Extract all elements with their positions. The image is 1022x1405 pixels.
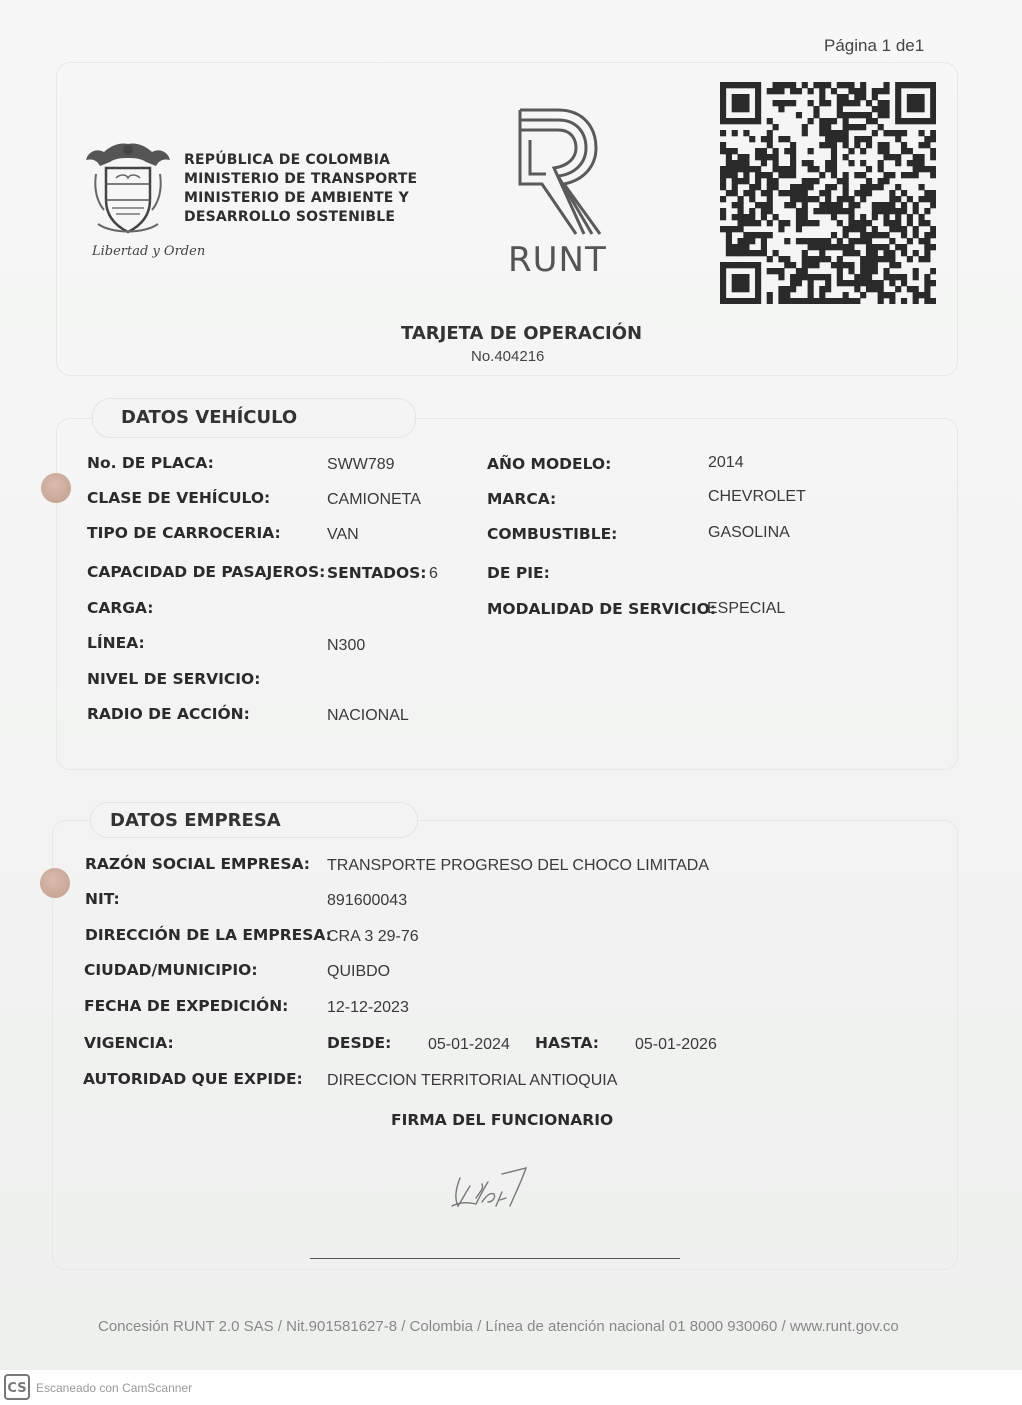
carga-label: CARGA: bbox=[87, 599, 154, 617]
hasta-value: 05-01-2026 bbox=[635, 1036, 717, 1053]
hasta-label: HASTA: bbox=[535, 1034, 599, 1052]
modalidad-label: MODALIDAD DE SERVICIO: bbox=[487, 600, 717, 618]
autoridad-label: AUTORIDAD QUE EXPIDE: bbox=[83, 1070, 303, 1088]
qr-code bbox=[720, 82, 936, 304]
autoridad-value: DIRECCION TERRITORIAL ANTIOQUIA bbox=[327, 1072, 618, 1089]
radio-value: NACIONAL bbox=[327, 707, 409, 724]
direccion-value: CRA 3 29-76 bbox=[327, 928, 419, 945]
signature-line bbox=[310, 1258, 680, 1259]
linea-value: N300 bbox=[327, 637, 366, 654]
depie-label: DE PIE: bbox=[487, 564, 550, 582]
punch-hole-top bbox=[41, 473, 71, 503]
nivel-label: NIVEL DE SERVICIO: bbox=[87, 670, 261, 688]
razon-value: TRANSPORTE PROGRESO DEL CHOCO LIMITADA bbox=[327, 857, 709, 874]
gov-line-4: DESARROLLO SOSTENIBLE bbox=[184, 209, 396, 225]
firma-label: FIRMA DEL FUNCIONARIO bbox=[391, 1111, 614, 1129]
modelo-label: AÑO MODELO: bbox=[487, 455, 612, 473]
document-title: TARJETA DE OPERACIÓN bbox=[401, 323, 643, 344]
punch-hole-bottom bbox=[40, 868, 70, 898]
desde-value: 05-01-2024 bbox=[428, 1036, 510, 1053]
combustible-value: GASOLINA bbox=[708, 524, 790, 541]
signature-image bbox=[446, 1162, 536, 1216]
runt-logo-text: RUNT bbox=[508, 240, 607, 280]
company-section-title: DATOS EMPRESA bbox=[110, 810, 281, 831]
camscanner-logo: CS bbox=[4, 1374, 30, 1400]
camscanner-text: Escaneado con CamScanner bbox=[36, 1381, 193, 1395]
linea-label: LÍNEA: bbox=[87, 634, 145, 652]
clase-value: CAMIONETA bbox=[327, 491, 421, 508]
footer-text: Concesión RUNT 2.0 SAS / Nit.901581627-8 / Colombia / Línea de atención nacional 01 8000 930060 / www.runt.gov.co bbox=[98, 1318, 899, 1335]
combustible-label: COMBUSTIBLE: bbox=[487, 525, 618, 543]
sentados-label: SENTADOS: bbox=[327, 564, 427, 582]
carroceria-value: VAN bbox=[327, 526, 359, 543]
ciudad-value: QUIBDO bbox=[327, 963, 391, 980]
desde-label: DESDE: bbox=[327, 1034, 392, 1052]
carroceria-label: TIPO DE CARROCERIA: bbox=[87, 524, 281, 542]
gov-line-2: MINISTERIO DE TRANSPORTE bbox=[184, 171, 418, 187]
direccion-label: DIRECCIÓN DE LA EMPRESA: bbox=[85, 926, 332, 944]
marca-value: CHEVROLET bbox=[708, 488, 806, 505]
vigencia-label: VIGENCIA: bbox=[84, 1034, 174, 1052]
capacidad-label: CAPACIDAD DE PASAJEROS: bbox=[87, 563, 326, 581]
vehicle-section-title: DATOS VEHÍCULO bbox=[121, 407, 298, 428]
motto-text: Libertad y Orden bbox=[92, 244, 206, 259]
gov-line-3: MINISTERIO DE AMBIENTE Y bbox=[184, 190, 409, 206]
nit-value: 891600043 bbox=[327, 892, 408, 909]
razon-label: RAZÓN SOCIAL EMPRESA: bbox=[85, 855, 311, 873]
modalidad-value: ESPECIAL bbox=[707, 600, 786, 617]
modelo-value: 2014 bbox=[708, 454, 744, 471]
sentados-value: 6 bbox=[429, 565, 438, 582]
runt-logo-icon bbox=[512, 104, 608, 242]
document-number: No.404216 bbox=[471, 348, 545, 365]
fecha-value: 12-12-2023 bbox=[327, 999, 409, 1016]
nit-label: NIT: bbox=[85, 890, 120, 908]
coat-of-arms-icon bbox=[82, 138, 174, 246]
clase-label: CLASE DE VEHÍCULO: bbox=[87, 489, 271, 507]
fecha-label: FECHA DE EXPEDICIÓN: bbox=[84, 997, 289, 1015]
placa-value: SWW789 bbox=[327, 456, 395, 473]
radio-label: RADIO DE ACCIÓN: bbox=[87, 705, 250, 723]
gov-line-1: REPÚBLICA DE COLOMBIA bbox=[184, 152, 391, 168]
ciudad-label: CIUDAD/MUNICIPIO: bbox=[84, 961, 258, 979]
page-number: Página 1 de1 bbox=[824, 36, 925, 55]
marca-label: MARCA: bbox=[487, 490, 557, 508]
placa-label: No. DE PLACA: bbox=[87, 454, 214, 472]
